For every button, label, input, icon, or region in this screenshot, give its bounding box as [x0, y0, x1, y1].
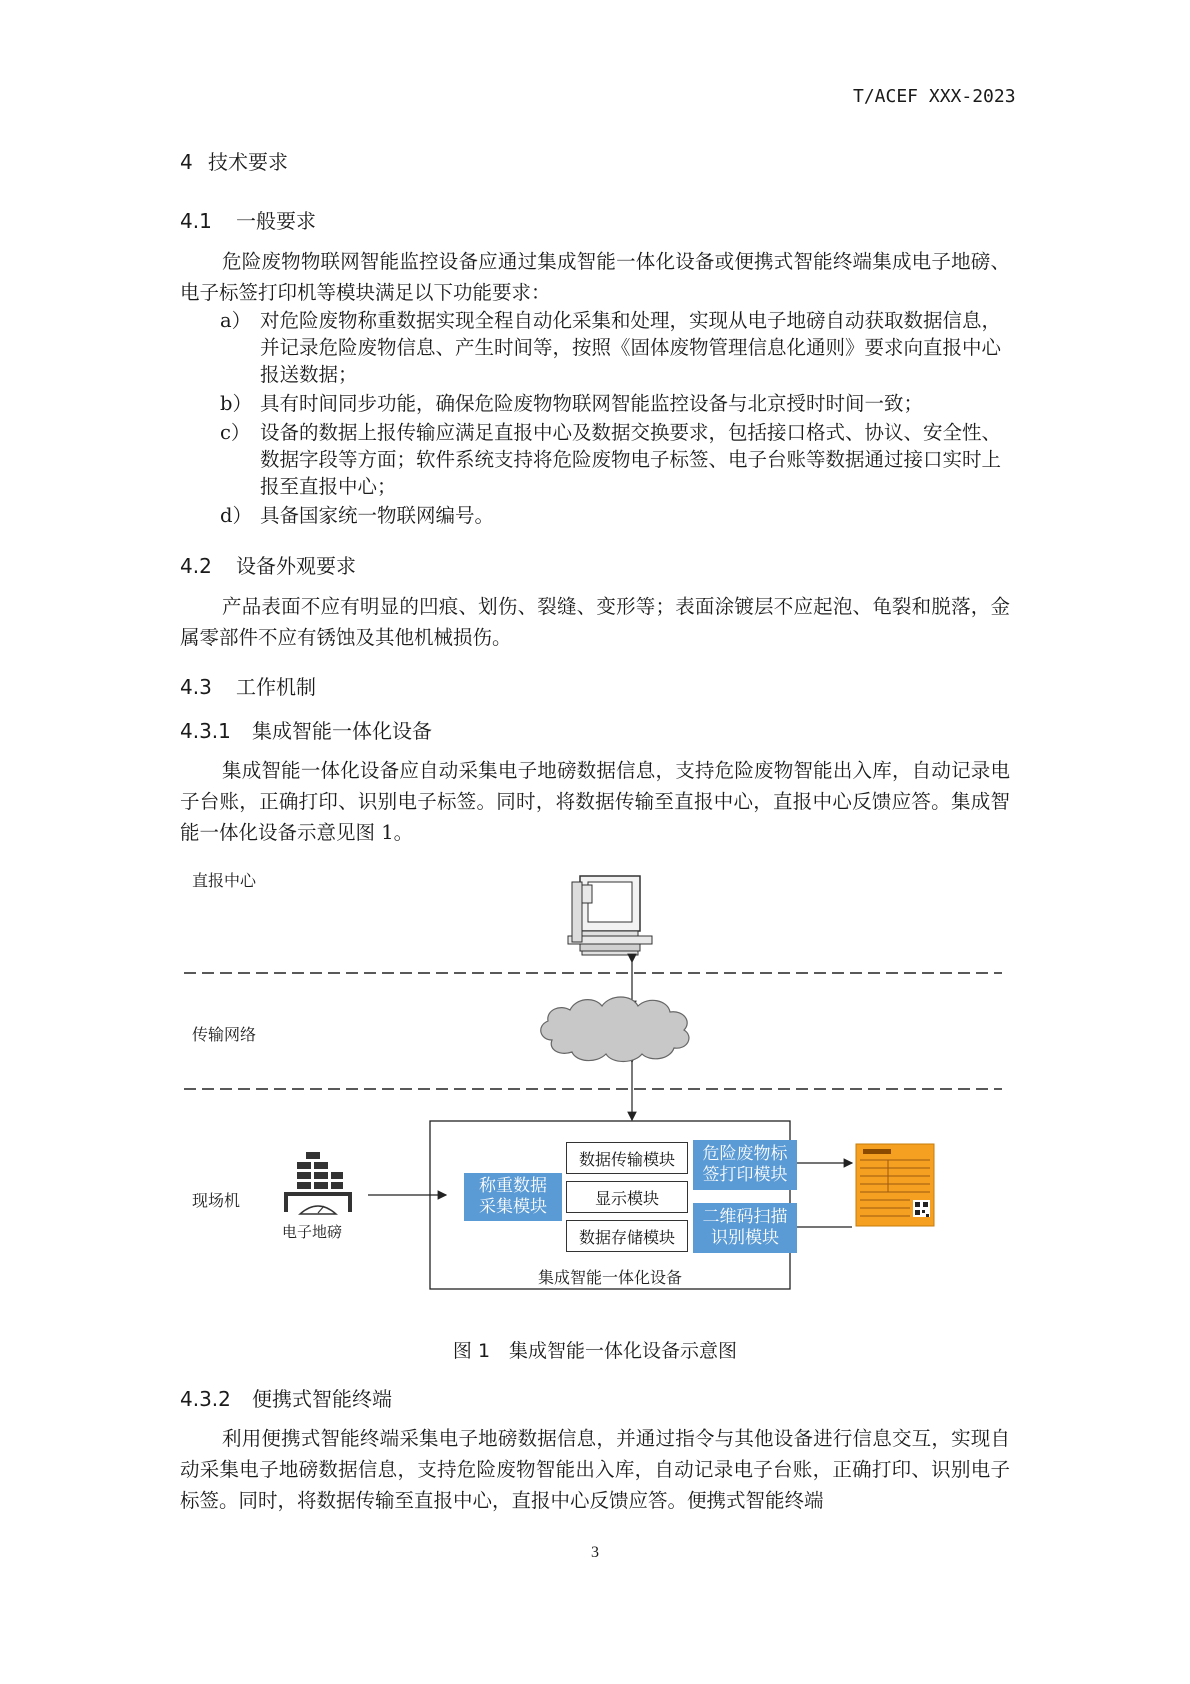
section-title: 一般要求 — [236, 209, 316, 233]
section-4-2-text: 产品表面不应有明显的凹痕、划伤、裂缝、变形等；表面涂镀层不应起泡、龟裂和脱落，金属零部件不应有锈蚀及其他机械损伤。 — [180, 595, 1010, 649]
data-storage-module: 数据存储模块 — [566, 1220, 688, 1252]
section-number: 4.1 — [180, 209, 212, 233]
section-4-1-intro: 危险废物物联网智能监控设备应通过集成智能一体化设备或便携式智能终端集成电子地磅、电子标签打印机等模块满足以下功能要求： — [180, 250, 1010, 304]
section-number: 4 — [180, 150, 193, 174]
section-title: 工作机制 — [236, 675, 316, 699]
layer-label-network: 传输网络 — [192, 1025, 257, 1044]
label-print-module: 危险废物标签打印模块 — [693, 1140, 797, 1190]
cloud-icon — [541, 997, 689, 1062]
layer-label-report-center: 直报中心 — [192, 871, 257, 890]
section-4-1-heading — [180, 205, 316, 234]
section-number: 4.3.1 — [180, 719, 231, 743]
data-transmission-module: 数据传输模块 — [566, 1142, 688, 1174]
list-marker: a） — [220, 309, 252, 332]
list-item-text: 具有时间同步功能，确保危险废物物联网智能监控设备与北京授时时间一致； — [260, 392, 924, 415]
list-item — [220, 307, 1010, 388]
section-number: 4.2 — [180, 554, 212, 578]
hazardous-waste-label-icon — [856, 1144, 934, 1226]
section-title: 技术要求 — [208, 150, 288, 174]
section-title: 集成智能一体化设备 — [252, 719, 432, 743]
section-4-3-1-heading — [180, 715, 432, 744]
section-title: 便携式智能终端 — [252, 1387, 392, 1411]
section-number: 4.3 — [180, 675, 212, 699]
page-number: 3 — [591, 1544, 599, 1561]
list-marker: b） — [220, 392, 252, 415]
list-item — [220, 390, 1010, 417]
list-item-text: 设备的数据上报传输应满足直报中心及数据交换要求，包括接口格式、协议、安全性、数据字段等方面；软件系统支持将危险废物电子标签、电子台账等数据通过接口实时上报至直报中心； — [260, 421, 1002, 498]
scale-icon — [284, 1152, 352, 1214]
section-number: 4.3.2 — [180, 1387, 231, 1411]
layer-label-site: 现场机 — [192, 1191, 241, 1210]
list-item-text: 对危险废物称重数据实现全程自动化采集和处理，实现从电子地磅自动获取数据信息，并记录危险废物信息、产生时间等，按照《固体废物管理信息化通则》要求向直报中心报送数据； — [260, 309, 1002, 386]
standard-code: T/ACEF XXX-2023 — [853, 86, 1016, 107]
section-4-3-2-text: 利用便携式智能终端采集电子地磅数据信息，并通过指令与其他设备进行信息交互，实现自动采集电子地磅数据信息，支持危险废物智能出入库，自动记录电子台账，正确打印、识别电子标签。同时，将数据传输至直报中心，直报中心反馈应答。便携式智能终端 — [180, 1427, 1010, 1512]
section-4-heading — [180, 146, 288, 175]
figure-1 — [180, 870, 1020, 1290]
qr-scan-module: 二维码扫描识别模块 — [693, 1203, 797, 1253]
scale-label: 电子地磅 — [282, 1223, 343, 1241]
section-4-2-heading — [180, 550, 356, 579]
list-item-text: 具备国家统一物联网编号。 — [260, 504, 495, 527]
section-4-3-2-heading — [180, 1383, 392, 1412]
figure-caption: 图 1 集成智能一体化设备示意图 — [452, 1340, 738, 1362]
computer-icon — [568, 876, 652, 955]
section-4-3-1-text: 集成智能一体化设备应自动采集电子地磅数据信息，支持危险废物智能出入库，自动记录电子台账，正确打印、识别电子标签。同时，将数据传输至直报中心，直报中心反馈应答。集成智能一体化设备示意见图 1。 — [180, 759, 1010, 844]
list-marker: d） — [220, 504, 252, 527]
list-item — [220, 419, 1010, 500]
display-module: 显示模块 — [566, 1181, 688, 1213]
requirement-list — [220, 307, 1010, 531]
device-label: 集成智能一体化设备 — [537, 1268, 682, 1287]
list-item — [220, 502, 1010, 529]
list-marker: c） — [220, 421, 251, 444]
weigh-data-module: 称重数据采集模块 — [464, 1173, 562, 1221]
section-title: 设备外观要求 — [236, 554, 356, 578]
section-4-3-heading — [180, 671, 316, 700]
